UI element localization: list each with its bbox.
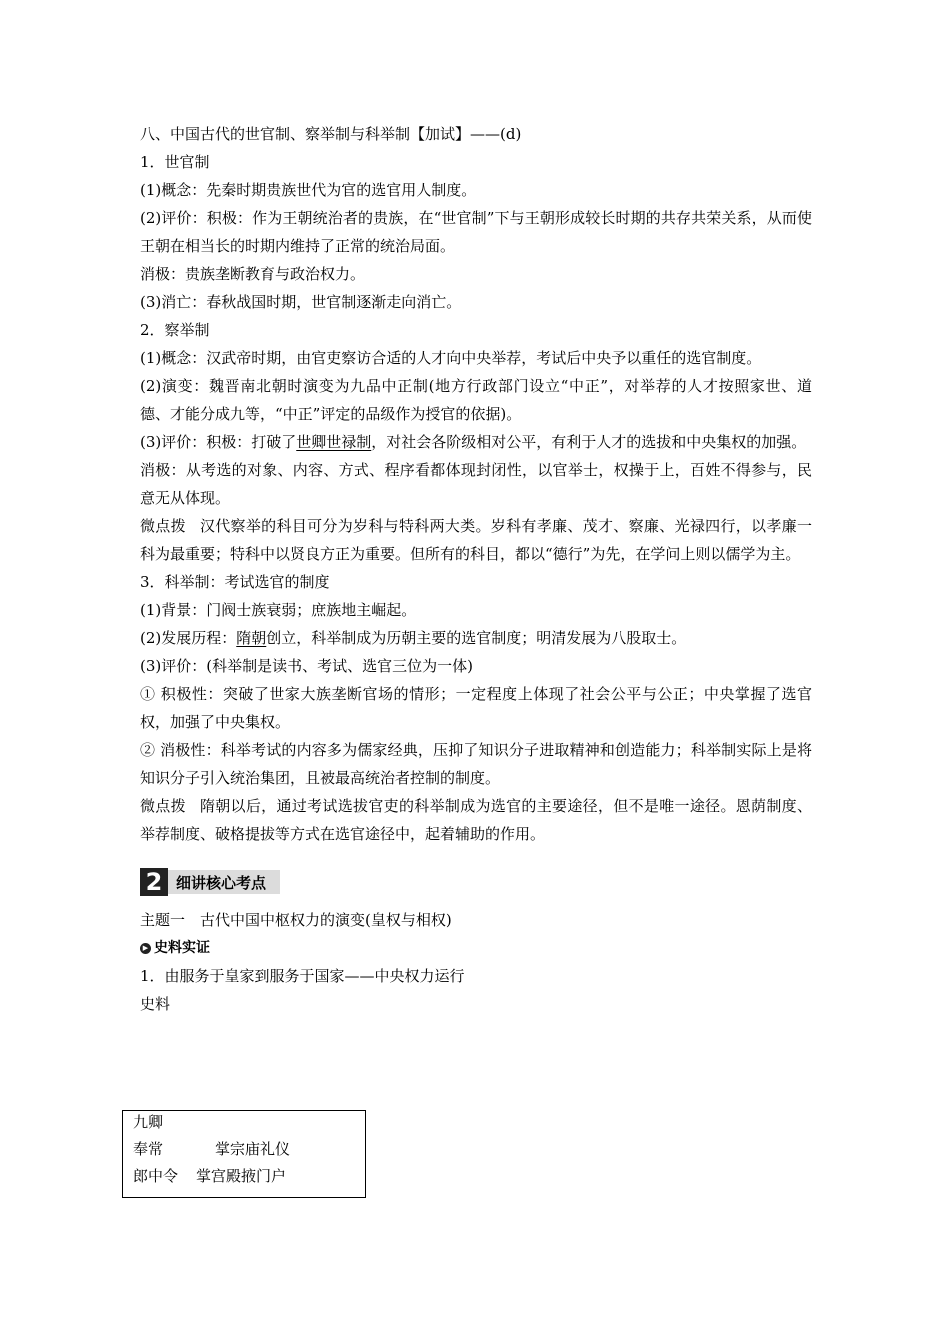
subheading bbox=[140, 934, 812, 962]
paragraph: (2)评价：积极：作为王朝统治者的贵族，在“世官制”下与王朝形成较长时期的共存共荣关系，从而使王朝在相当长的时期内维持了正常的统治局面。 bbox=[140, 209, 812, 255]
tip-paragraph bbox=[140, 792, 812, 848]
underlined-term: 世卿世禄制 bbox=[296, 433, 372, 451]
paragraph: (3)消亡：春秋战国时期，世官制逐渐走向消亡。 bbox=[140, 293, 462, 311]
box-title: 九卿 bbox=[133, 1113, 164, 1131]
paragraph bbox=[140, 428, 812, 456]
tip-paragraph bbox=[140, 512, 812, 568]
section-header bbox=[140, 868, 812, 896]
paragraph: (1)背景：门阀士族衰弱；庶族地主崛起。 bbox=[140, 601, 417, 619]
item-heading: 1．由服务于皇家到服务于国家——中央权力运行 bbox=[140, 967, 465, 985]
box-row bbox=[133, 1136, 290, 1162]
heading-eight: 八、中国古代的世官制、察举制与科举制【加试】——(d) bbox=[140, 125, 522, 143]
text-run: 隋朝以后，通过考试选拔官吏的科举制成为选官的主要途径，但不是唯一途径。恩荫制度、举荐制度、破格提拔等方式在选官途径中，起着辅助的作用。 bbox=[140, 797, 812, 843]
text-run: (2)发展历程： bbox=[140, 629, 237, 647]
tip-label: 微点拨 bbox=[140, 797, 186, 815]
office-name: 郎中令 bbox=[133, 1167, 179, 1185]
item-heading: 3．科举制：考试选官的制度 bbox=[140, 573, 330, 591]
source-label: 史料 bbox=[140, 995, 171, 1013]
text-run: (3)评价：积极：打破了 bbox=[140, 433, 297, 451]
source-box bbox=[122, 1110, 366, 1198]
office-duty: 掌宫殿掖门户 bbox=[196, 1167, 287, 1185]
box-row bbox=[133, 1163, 286, 1189]
text-run: ，对社会各阶级相对公平，有利于人才的选拔和中央集权的加强。 bbox=[371, 433, 807, 451]
office-duty: 掌宗庙礼仪 bbox=[215, 1140, 291, 1158]
section-number: 2 bbox=[140, 868, 168, 896]
theme-heading: 主题一 古代中国中枢权力的演变(皇权与相权) bbox=[140, 911, 452, 929]
paragraph: (1)概念：汉武帝时期，由官吏察访合适的人才向中央举荐，考试后中央予以重任的选官制度。 bbox=[140, 349, 762, 367]
text-run: 创立，科举制成为历朝主要的选官制度；明清发展为八股取士。 bbox=[266, 629, 687, 647]
tip-label: 微点拨 bbox=[140, 517, 186, 535]
paragraph: 消极：贵族垄断教育与政治权力。 bbox=[140, 265, 366, 283]
subheading-label: 史料实证 bbox=[154, 940, 210, 956]
paragraph bbox=[140, 624, 812, 652]
play-circle-icon: ▶ bbox=[140, 943, 151, 954]
paragraph: ① 积极性：突破了世家大族垄断官场的情形；一定程度上体现了社会公平与公正；中央掌握了选官权，加强了中央集权。 bbox=[140, 685, 812, 731]
office-name: 奉常 bbox=[133, 1140, 164, 1158]
paragraph: ② 消极性：科举考试的内容多为儒家经典，压抑了知识分子进取精神和创造能力；科举制实际上是将知识分子引入统治集团，且被最高统治者控制的制度。 bbox=[140, 741, 812, 787]
paragraph: 消极：从考选的对象、内容、方式、程序看都体现封闭性，以官举士，权操于上，百姓不得参与，民意无从体现。 bbox=[140, 461, 812, 507]
paragraph: (3)评价：(科举制是读书、考试、选官三位为一体) bbox=[140, 657, 473, 675]
paragraph: (1)概念：先秦时期贵族世代为官的选官用人制度。 bbox=[140, 181, 477, 199]
paragraph: (2)演变：魏晋南北朝时演变为九品中正制(地方行政部门设立“中正”，对举荐的人才按照家世、道德、才能分成九等，“中正”评定的品级作为授官的依据)。 bbox=[140, 377, 812, 423]
underlined-term: 隋朝 bbox=[236, 629, 267, 647]
item-heading: 1．世官制 bbox=[140, 153, 210, 171]
document-body bbox=[140, 120, 812, 1018]
text-run: 汉代察举的科目可分为岁科与特科两大类。岁科有孝廉、茂才、察廉、光禄四行，以孝廉一科为最重要；特科中以贤良方正为重要。但所有的科目，都以“德行”为先，在学问上则以儒学为主。 bbox=[140, 517, 812, 563]
item-heading: 2．察举制 bbox=[140, 321, 210, 339]
section-title: 细讲核心考点 bbox=[168, 870, 280, 894]
